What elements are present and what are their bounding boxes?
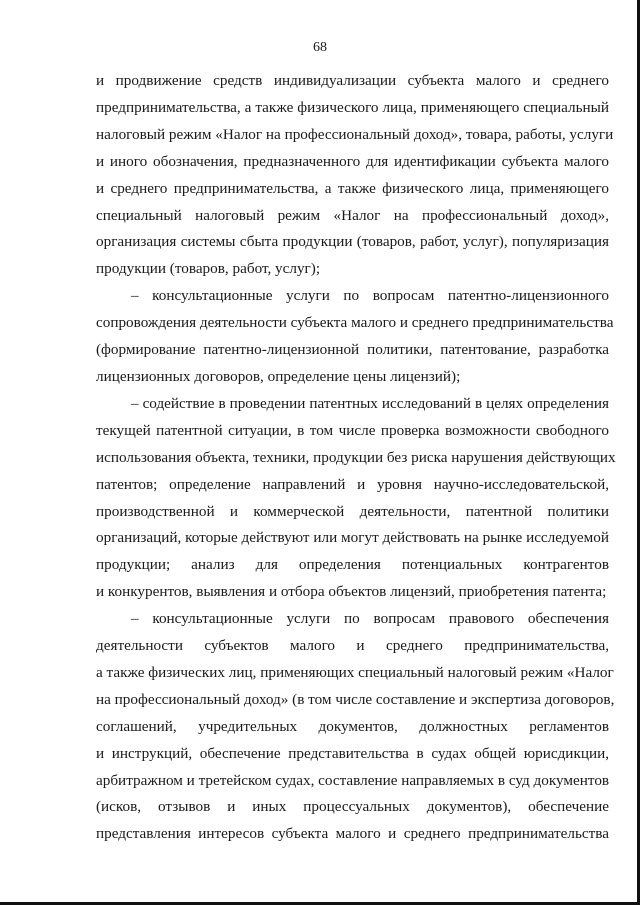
text-line: сопровождения деятельности субъекта малого и среднего предпринимательства [96, 314, 614, 332]
body-text [96, 68, 616, 848]
text-line: организация системы сбыта продукции (товаров, работ, услуг), популяризация [96, 233, 609, 251]
text-line: представления интересов субъекта малого и среднего предпринимательства [96, 825, 609, 843]
text-line: и иного обозначения, предназначенного для идентификации субъекта малого [96, 152, 609, 170]
text-line: предпринимательства, а также физического лица, применяющего специальный [96, 98, 609, 116]
text-line: использования объекта, техники, продукции без риска нарушения действующих [96, 448, 616, 466]
text-line: арбитражном и третейском судах, составление направляемых в суд документов [96, 771, 610, 789]
text-line: производственной и коммерческой деятельности, патентной политики [96, 502, 609, 520]
paragraph-1 [96, 68, 614, 283]
text-line: соглашений, учредительных документов, должностных регламентов [96, 717, 609, 735]
text-line: патентов; определение направлений и уровня научно-исследовательской, [96, 475, 609, 493]
text-line: и инструкций, обеспечение представительства в судах общей юрисдикции, [96, 744, 609, 762]
text-line: (исков, отзывов и иных процессуальных документов), обеспечение [96, 798, 609, 816]
text-line: – консультационные услуги по вопросам патентно-лицензионного [131, 287, 609, 305]
text-line: текущей патентной ситуации, в том числе проверка возможности свободного [96, 421, 609, 439]
text-line: на профессиональный доход» (в том числе составление и экспертиза договоров, [96, 690, 615, 708]
text-line: продукции; анализ для определения потенциальных контрагентов [96, 556, 609, 574]
paragraph-3 [96, 391, 616, 606]
text-line: и конкурентов, выявления и отбора объектов лицензий, приобретения патента; [96, 583, 607, 601]
paragraph-2 [96, 283, 614, 391]
text-line: а также физических лиц, применяющих специальный налоговый режим «Налог [96, 663, 614, 681]
text-line: организаций, которые действуют или могут действовать на рынке исследуемой [96, 529, 609, 547]
text-line: продукции (товаров, работ, услуг); [96, 260, 321, 278]
text-line: лицензионных договоров, определение цены лицензий); [96, 367, 461, 385]
text-line: налоговый режим «Налог на профессиональный доход», товара, работы, услуги [96, 125, 614, 143]
paragraph-4 [96, 606, 615, 848]
text-line: специальный налоговый режим «Налог на профессиональный доход», [96, 206, 609, 224]
page-number: 68 [313, 40, 327, 55]
text-line: и среднего предпринимательства, а также физического лица, применяющего [96, 179, 609, 197]
text-line: – консультационные услуги по вопросам правового обеспечения [131, 610, 609, 628]
text-line: и продвижение средств индивидуализации субъекта малого и среднего [96, 72, 609, 89]
text-line: (формирование патентно-лицензионной политики, патентование, разработка [96, 341, 609, 359]
text-line: – содействие в проведении патентных исследований в целях определения [131, 394, 609, 412]
text-line: деятельности субъектов малого и среднего предпринимательства, [96, 637, 609, 655]
